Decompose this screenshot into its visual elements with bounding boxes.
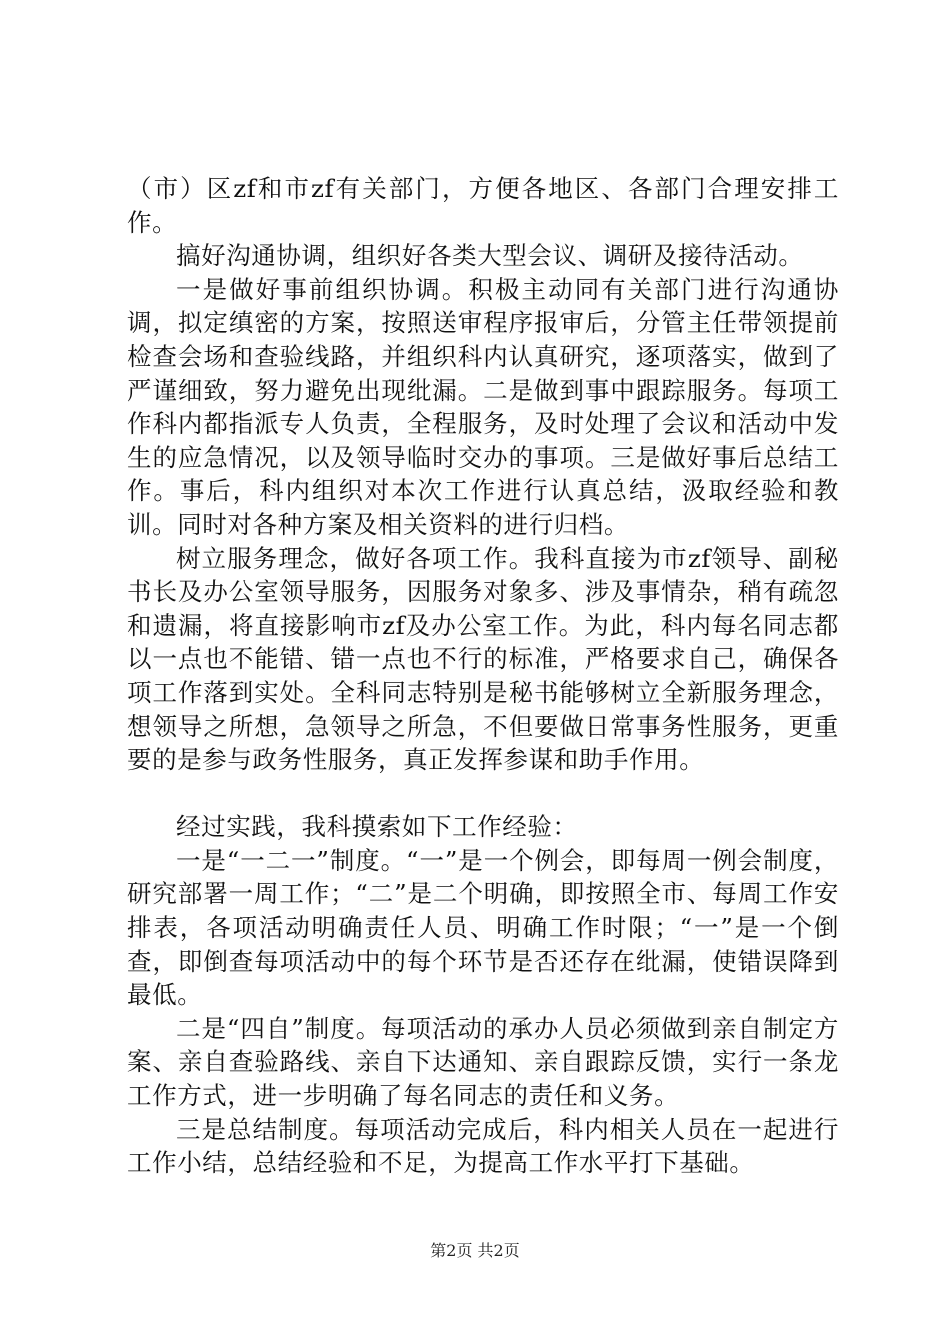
paragraph-gap	[127, 777, 839, 811]
page-number-footer: 第2页 共2页	[430, 1241, 520, 1260]
document-body	[127, 172, 839, 1180]
paragraph-service-concept: 树立服务理念，做好各项工作。我科直接为市zf领导、副秘书长及办公室领导服务，因服务对象多、涉及事情杂，稍有疏忽和遗漏，将直接影响市zf及办公室工作。为此，科内每名同志都以一点也不能错、错一点也不行的标准，严格要求自己，确保各项工作落到实处。全科同志特别是秘书能够树立全新服务理念，想领导之所想，急领导之所急，不但要做日常事务性服务，更重要的是参与政务性服务，真正发挥参谋和助手作用。	[127, 543, 839, 775]
paragraph-communication-heading: 搞好沟通协调，组织好各类大型会议、调研及接待活动。	[176, 241, 804, 271]
paragraph-continuation: （市）区zf和市zf有关部门，方便各地区、各部门合理安排工作。	[127, 174, 839, 237]
paragraph-experience-intro: 经过实践，我科摸索如下工作经验：	[176, 812, 578, 842]
paragraph-experience-three: 三是总结制度。每项活动完成后，科内相关人员在一起进行工作小结，总结经验和不足，为提高工作水平打下基础。	[127, 1114, 839, 1178]
paragraph-experience-one: 一是“一二一”制度。“一”是一个例会，即每周一例会制度，研究部署一周工作；“二”是二个明确，即按照全市、每周工作安排表，各项活动明确责任人员、明确工作时限；“一”是一个倒查，即倒查每项活动中的每个环节是否还存在纰漏，使错误降到最低。	[127, 845, 839, 1010]
paragraph-coordination: 一是做好事前组织协调。积极主动同有关部门进行沟通协调，拟定缜密的方案，按照送审程序报审后，分管主任带领提前检查会场和查验线路，并组织科内认真研究，逐项落实，做到了严谨细致，努力避免出现纰漏。二是做到事中跟踪服务。每项工作科内都指派专人负责，全程服务，及时处理了会议和活动中发生的应急情况，以及领导临时交办的事项。三是做好事后总结工作。事后，科内组织对本次工作进行认真总结，汲取经验和教训。同时对各种方案及相关资料的进行归档。	[127, 274, 839, 539]
paragraph-experience-two: 二是“四自”制度。每项活动的承办人员必须做到亲自制定方案、亲自查验路线、亲自下达通知、亲自跟踪反馈，实行一条龙工作方式，进一步明确了每名同志的责任和义务。	[127, 1013, 839, 1111]
